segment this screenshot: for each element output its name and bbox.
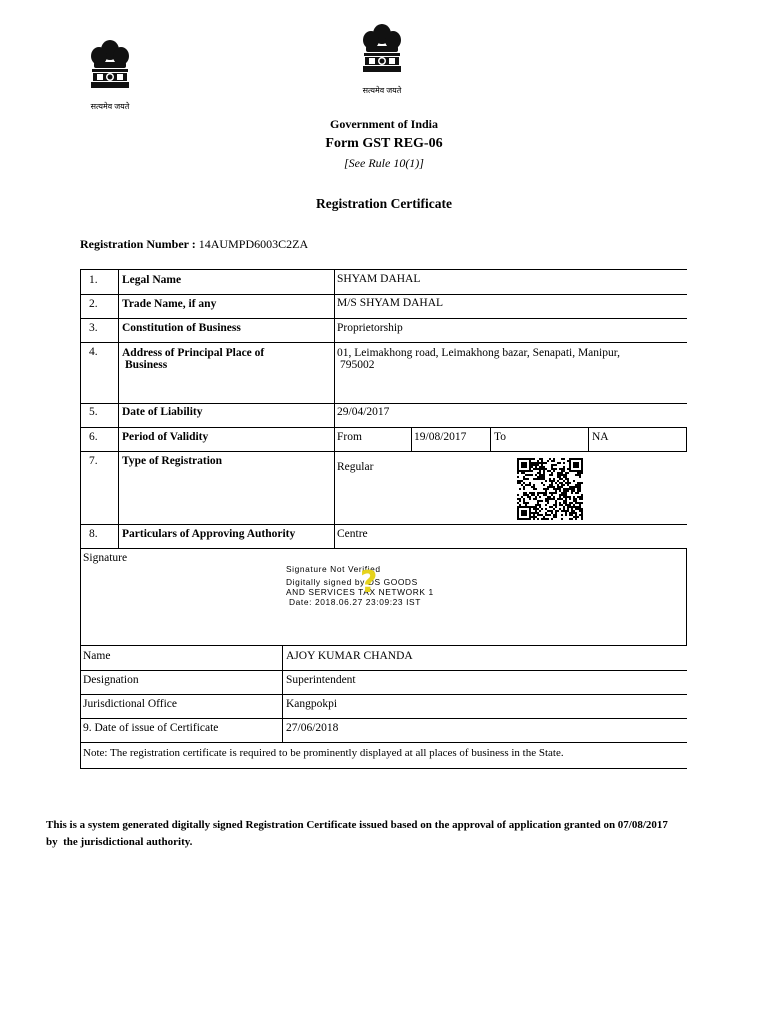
address-label-cont: Business	[125, 359, 168, 371]
signature-label: Signature	[83, 552, 128, 564]
national-emblem-center	[355, 22, 409, 95]
row-3-number: 3.	[89, 322, 98, 334]
emblem-motto: सत्यमेव जयते	[90, 102, 130, 111]
qr-code-icon	[517, 458, 583, 520]
validity-to-label: To	[494, 431, 506, 443]
approving-authority-value: Centre	[337, 528, 368, 540]
address-value: 01, Leimakhong road, Leimakhong bazar, Senapati, Manipur,	[337, 347, 620, 359]
validity-from-label: From	[337, 431, 362, 443]
qr-code	[517, 458, 583, 520]
signature-signer-cont: AND SERVICES TAX NETWORK 1	[286, 587, 434, 597]
row-8-number: 8.	[89, 528, 98, 540]
date-of-issue-label: 9. Date of issue of Certificate	[83, 722, 219, 734]
row-2-number: 2.	[89, 298, 98, 310]
date-of-issue-value: 27/06/2018	[286, 722, 339, 734]
government-title: Government of India	[330, 117, 438, 131]
address-value-pin: 795002	[340, 359, 375, 371]
certificate-title: Registration Certificate	[315, 196, 453, 211]
constitution-label: Constitution of Business	[122, 322, 241, 334]
validity-to-value: NA	[592, 431, 609, 443]
row-6-number: 6.	[89, 431, 98, 443]
period-of-validity-label: Period of Validity	[122, 431, 209, 443]
system-generated-notice	[46, 817, 736, 851]
date-of-liability-label: Date of Liability	[122, 406, 203, 418]
type-of-registration-label: Type of Registration	[122, 455, 223, 467]
unverified-signature-icon: ?	[360, 565, 378, 600]
officer-name-value: AJOY KUMAR CHANDA	[286, 650, 413, 662]
registration-number-label: Registration Number :	[80, 237, 196, 251]
trade-name-value: M/S SHYAM DAHAL	[337, 297, 444, 309]
row-5-number: 5.	[89, 406, 98, 418]
officer-name-label: Name	[83, 650, 111, 662]
notice-line-2: by the jurisdictional authority.	[46, 836, 193, 848]
trade-name-label: Trade Name, if any	[122, 298, 217, 310]
type-of-registration-value: Regular	[337, 461, 374, 473]
notice-line-1: This is a system generated digitally signed Registration Certificate issued based on the approval of application granted on 07/08/2017	[46, 819, 668, 831]
signature-signer: Digitally signed by DS GOODS	[286, 577, 418, 587]
emblem-motto: सत्यमेव जयते	[362, 86, 402, 95]
national-emblem-left	[83, 38, 137, 111]
signature-status: Signature Not Verified	[286, 564, 381, 574]
signature-date: Date: 2018.06.27 23:09:23 IST	[289, 597, 421, 607]
constitution-value: Proprietorship	[337, 322, 403, 334]
date-of-liability-value: 29/04/2017	[337, 406, 390, 418]
form-title: Form GST REG-06	[325, 136, 443, 151]
registration-number	[80, 237, 308, 252]
jurisdictional-office-value: Kangpokpi	[286, 698, 338, 710]
address-label: Address of Principal Place of	[122, 347, 265, 359]
jurisdictional-office-label: Jurisdictional Office	[83, 698, 177, 710]
registration-number-value: 14AUMPD6003C2ZA	[198, 237, 309, 251]
approving-authority-label: Particulars of Approving Authority	[122, 528, 296, 540]
row-1-number: 1.	[89, 274, 98, 286]
validity-from-value: 19/08/2017	[414, 431, 467, 443]
legal-name-label: Legal Name	[122, 274, 182, 286]
row-7-number: 7.	[89, 455, 98, 467]
display-note: Note: The registration certificate is required to be prominently displayed at all places of business in the State.	[83, 747, 564, 759]
rule-reference: [See Rule 10(1)]	[344, 156, 424, 170]
emblem-icon	[85, 38, 135, 102]
designation-label: Designation	[83, 674, 139, 686]
legal-name-value: SHYAM DAHAL	[337, 273, 421, 285]
row-4-number: 4.	[89, 346, 98, 358]
designation-value: Superintendent	[286, 674, 356, 686]
emblem-icon	[357, 22, 407, 86]
